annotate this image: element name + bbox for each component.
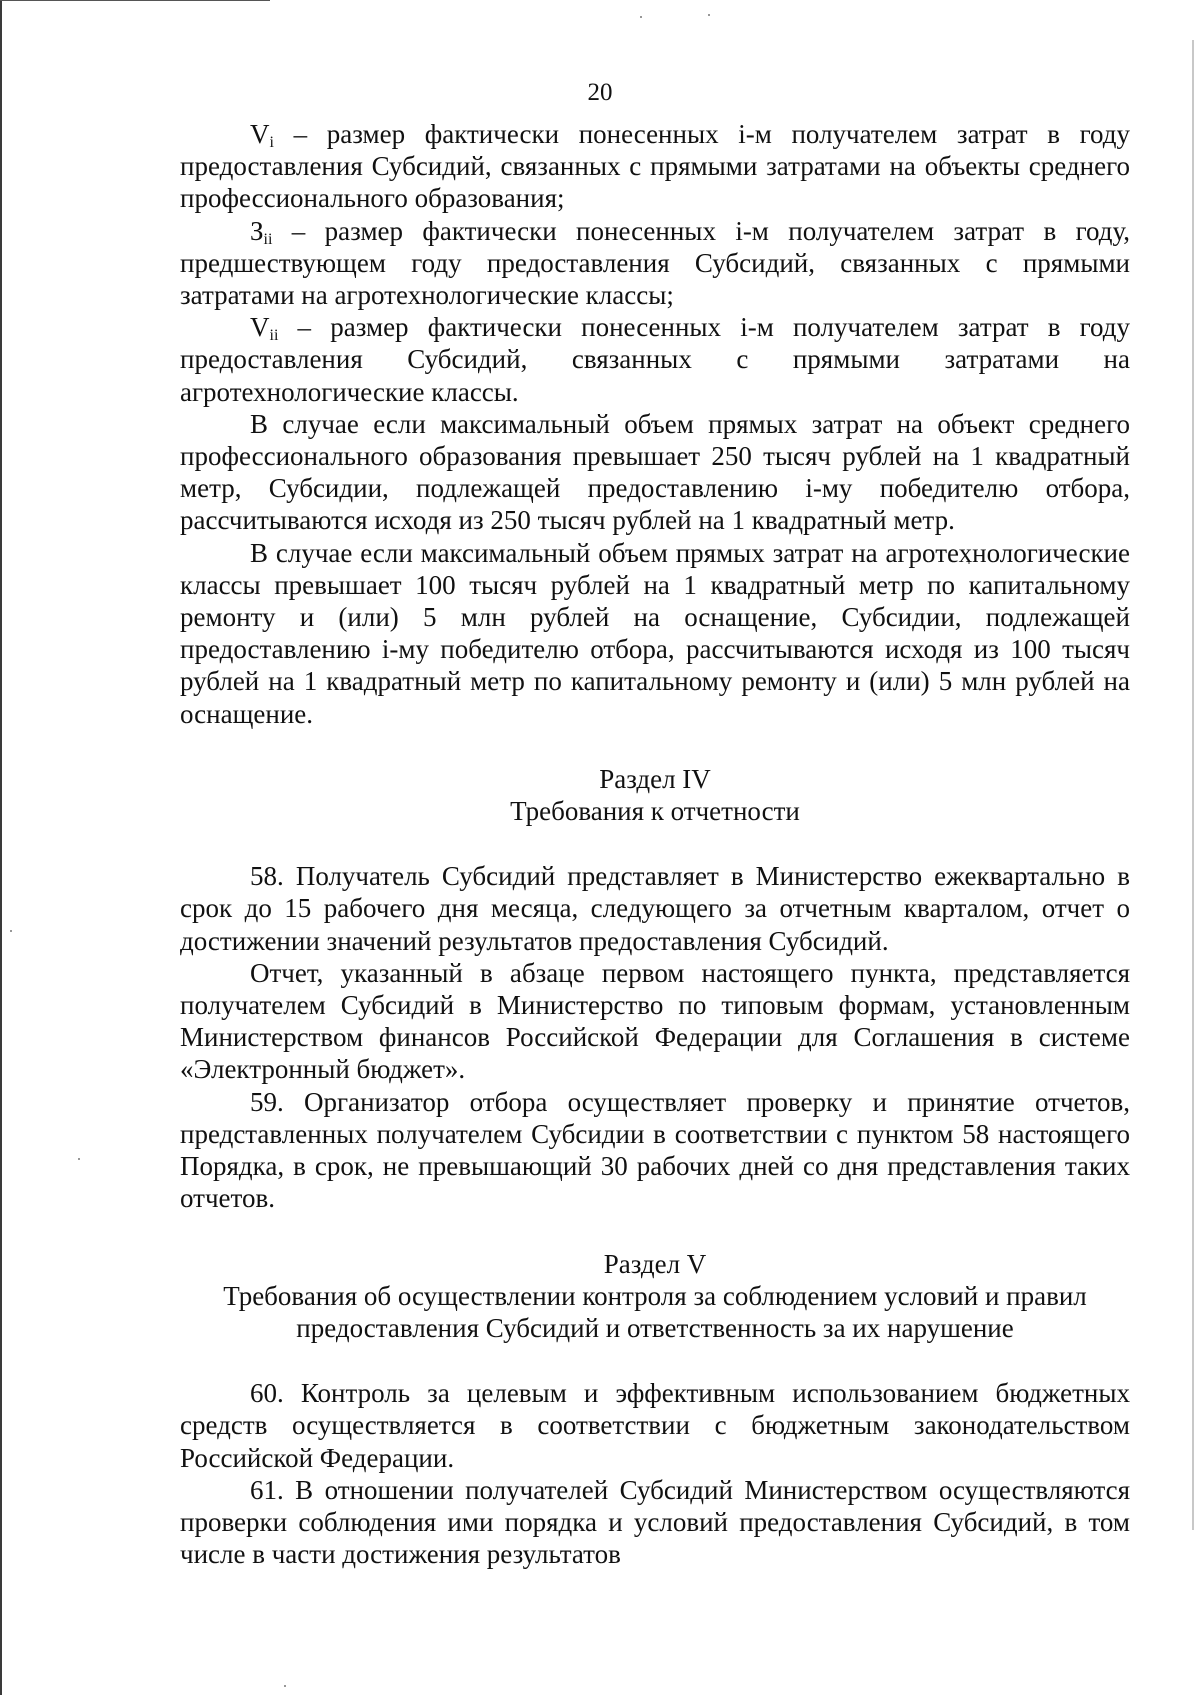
- definition-text: – размер фактически понесенных i-м получателем затрат в году предоставления Субсидий, связанных с прямыми затратами на агротехнологические классы.: [180, 312, 1130, 407]
- section-5-title-line-1: Требования об осуществлении контроля за соблюдением условий и правил: [223, 1280, 1087, 1311]
- document-body: [180, 118, 1130, 1570]
- symbol-letter: V: [250, 312, 270, 343]
- formula-definition-vii: [180, 311, 1130, 408]
- page-number: 20: [587, 79, 613, 106]
- formula-definition-vi: [180, 118, 1130, 215]
- paragraph-61: 61. В отношении получателей Субсидий Министерством осуществляются проверки соблюдения ими порядка и условий предоставления Субсидий, в том числе в части достижения результатов: [180, 1474, 1130, 1570]
- paragraph-agro-limit: В случае если максимальный объем прямых затрат на агротехнологические классы превышает 100 тысяч рублей на 1 квадратный метр по капитальному ремонту и (или) 5 млн рублей на оснащение, Субсидии, подлежащей предоставлению i-му победителю отбора, рассчитываются исходя из 100 тысяч рублей на 1 квадратный метр по капитальному ремонту и (или) 5 млн рублей на оснащение.: [180, 537, 1130, 729]
- paragraph-58: 58. Получатель Субсидий представляет в Министерство ежеквартально в срок до 15 рабочего дня месяца, следующего за отчетным кварталом, отчет о достижении значений результатов предоставления Субсидий.: [180, 861, 1130, 956]
- formula-definition-zii: [180, 215, 1130, 312]
- paragraph-60: 60. Контроль за целевым и эффективным использованием бюджетных средств осуществляется в соответствии с бюджетным законодательством Российской Федерации.: [180, 1378, 1130, 1473]
- scan-speck: [708, 14, 710, 16]
- scan-speck: [10, 930, 12, 932]
- section-5-title-line-2: предоставления Субсидий и ответственность за их нарушение: [296, 1312, 1014, 1343]
- scan-edge-right: [1192, 40, 1194, 1530]
- scan-speck: [284, 1685, 286, 1687]
- scan-edge-left: [0, 0, 2, 1695]
- definition-text: – размер фактически понесенных i-м получателем затрат в году предоставления Субсидий, связанных с прямыми затратами на объекты среднего профессионального образования;: [180, 119, 1130, 214]
- section-5-label: Раздел V: [603, 1248, 707, 1279]
- section-4-label: Раздел IV: [599, 763, 711, 794]
- paragraph-spo-limit: В случае если максимальный объем прямых затрат на объект среднего профессионального образования превышает 250 тысяч рублей на 1 квадратный метр, Субсидии, подлежащей предоставлению i-му победителю отбора, рассчитываются исходя из 250 тысяч рублей на 1 квадратный метр.: [180, 408, 1130, 536]
- symbol-subscript: ii: [263, 230, 273, 248]
- scan-speck: [78, 1158, 80, 1160]
- symbol-subscript: ii: [269, 327, 279, 345]
- paragraph-58-report: Отчет, указанный в абзаце первом настоящего пункта, представляется получателем Субсидий в Министерство по типовым формам, установленным Министерством финансов Российской Федерации для Соглашения в системе «Электронный бюджет».: [180, 957, 1130, 1085]
- symbol-subscript: i: [269, 134, 274, 151]
- paragraph-59: 59. Организатор отбора осуществляет проверку и принятие отчетов, представленных получателем Субсидии в соответствии с пунктом 58 настоящего Порядка, в срок, не превышающий 30 рабочих дней со дня представления таких отчетов.: [180, 1086, 1130, 1214]
- section-4-title: Требования к отчетности: [510, 796, 800, 827]
- symbol-letter: V: [250, 119, 270, 149]
- definition-text: – размер фактически понесенных i-м получателем затрат в году, предшествующем году предоставления Субсидий, связанных с прямыми затратами на агротехнологические классы;: [180, 215, 1130, 311]
- scan-edge-top: [0, 0, 270, 1]
- symbol-letter: З: [250, 215, 264, 246]
- scan-speck: [640, 16, 642, 18]
